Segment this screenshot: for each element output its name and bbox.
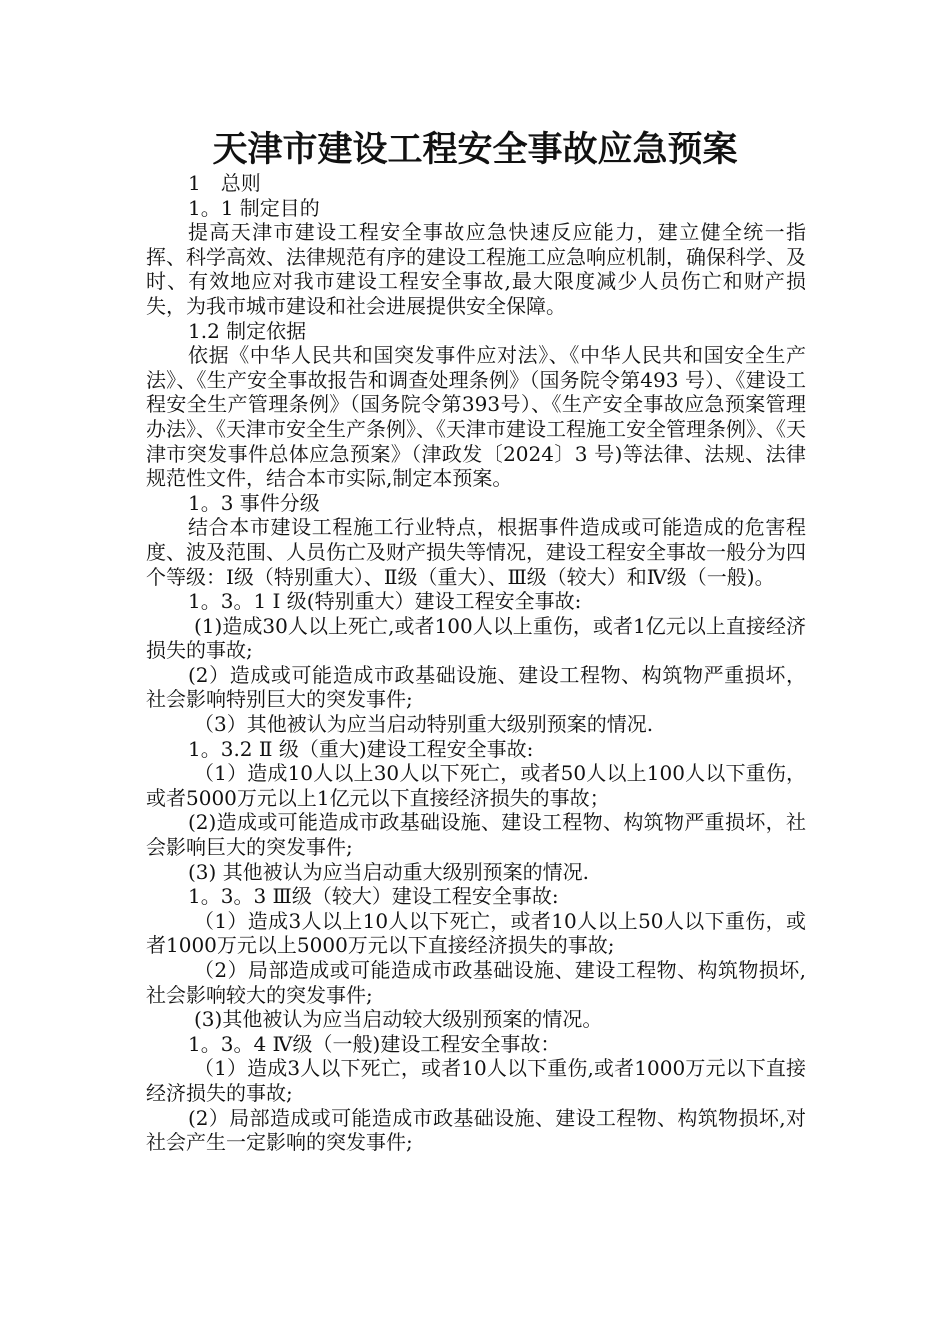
list-item-level-3-2: （2）局部造成或可能造成市政基础设施、建设工程物、构筑物损坏,社会影响较大的突发事件; [146, 958, 806, 1007]
subsection-heading-level-2: 1。3.2 Ⅱ 级（重大)建设工程安全事故: [188, 736, 534, 761]
list-item-level-4-2: (2）局部造成或可能造成市政基础设施、建设工程物、构筑物损坏,对社会产生一定影响的突发事件; [146, 1105, 806, 1155]
paragraph-classification: 结合本市建设工程施工行业特点，根据事件造成或可能造成的危害程度、波及范围、人员伤亡及财产损失等情况，建设工程安全事故一般分为四个等级：Ⅰ级（特别重大）、Ⅱ级（重大）、Ⅲ级（较大）和Ⅳ级（一般)。 [146, 515, 806, 589]
list-item-level-3-1: （1）造成3人以上10人以下死亡，或者10人以上50人以下重伤，或者1000万元以上5000万元以下直接经济损失的事故; [146, 908, 806, 958]
document-body [146, 171, 806, 1155]
list-item-level-2-1: （1）造成10人以上30人以下死亡，或者50人以上100人以下重伤，或者5000万元以上1亿元以下直接经济损失的事故； [146, 761, 806, 810]
paragraph-purpose: 提高天津市建设工程安全事故应急快速反应能力，建立健全统一指挥、科学高效、法律规范有序的建设工程施工应急响应机制，确保科学、及时、有效地应对我市建设工程安全事故,最大限度减少人员伤亡和财产损失，为我市城市建设和社会进展提供安全保障。 [146, 220, 806, 318]
list-item-level-1-3: （3）其他被认为应当启动特别重大级别预案的情况. [194, 712, 654, 737]
list-item-level-4-1: （1）造成3人以下死亡，或者10人以下重伤,或者1000万元以下直接经济损失的事故; [146, 1056, 806, 1105]
section-heading-classification: 1。3 事件分级 [188, 490, 320, 515]
list-item-level-2-3: (3) 其他被认为应当启动重大级别预案的情况. [188, 859, 590, 884]
document-title: 天津市建设工程安全事故应急预案 [212, 129, 738, 170]
subsection-heading-level-1: 1。3。1 Ⅰ 级(特别重大）建设工程安全事故: [188, 589, 582, 614]
section-heading-basis: 1.2 制定依据 [188, 318, 307, 343]
section-heading-general: 1 总则 [188, 171, 261, 195]
subsection-heading-level-3: 1。3。3 Ⅲ级（较大）建设工程安全事故: [188, 884, 559, 909]
list-item-level-1-2: (2）造成或可能造成市政基础设施、建设工程物、构筑物严重损坏，社会影响特别巨大的突发事件; [146, 662, 806, 712]
list-item-level-3-3: (3)其他被认为应当启动较大级别预案的情况。 [194, 1007, 603, 1032]
section-heading-purpose: 1。1 制定目的 [188, 195, 320, 220]
list-item-level-2-2: (2)造成或可能造成市政基础设施、建设工程物、构筑物严重损坏，社会影响巨大的突发事件; [146, 810, 806, 860]
list-item-level-1-1: (1)造成30人以上死亡,或者100人以上重伤，或者1亿元以上直接经济损失的事故; [146, 613, 806, 663]
subsection-heading-level-4: 1。3。4 Ⅳ级（一般)建设工程安全事故： [188, 1031, 561, 1056]
paragraph-basis: 依据《中华人民共和国突发事件应对法》、《中华人民共和国安全生产法》、《生产安全事故报告和调查处理条例》（国务院令第493 号）、《建设工程安全生产管理条例》（国务院令第393号）、《生产安全事故应急预案管理办法》、《天津市安全生产条例》、《天津市建设工程施工安全管理条例》、《天津市突发事件总体应急预案》（津政发〔2024〕3 号)等法律、法规、法律规范性文件，结合本市实际,制定本预案。 [146, 343, 806, 491]
